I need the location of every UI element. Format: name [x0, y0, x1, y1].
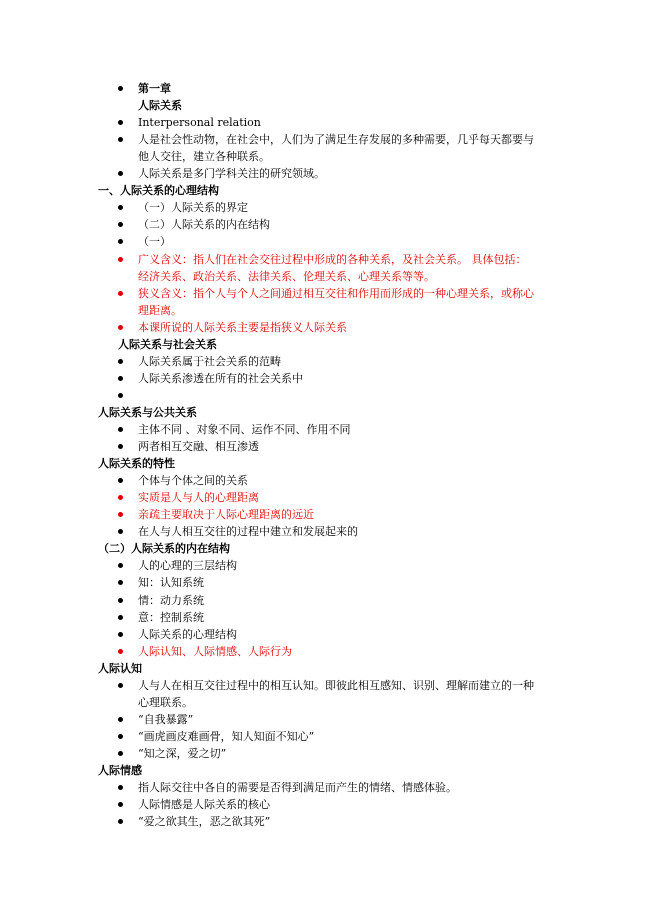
line-text: 经济关系、政治关系、法律关系、伦理关系、心理关系等等。 — [138, 269, 435, 283]
line-text: 实质是人与人的心理距离 — [138, 491, 259, 505]
bullet-icon — [118, 802, 123, 807]
line-text: “爱之欲其生，恶之欲其死” — [138, 815, 271, 829]
line-text: 人际关系 — [138, 99, 182, 113]
bullet-icon — [118, 86, 123, 91]
bullet-icon — [118, 529, 123, 534]
line-text: 人与人在相互交往过程中的相互认知。即彼此相互感知、识别、理解而建立的一种 — [138, 678, 534, 692]
section-heading: 人际关系与公共关系 — [98, 405, 197, 419]
line-text: 本课所说的人际关系主要是指狭义人际关系 — [138, 320, 347, 334]
section-heading: 人际情感 — [98, 764, 142, 777]
section-heading: 人际关系与社会关系 — [118, 337, 217, 351]
line-text: “知之深，爱之切” — [138, 746, 227, 760]
bullet-icon — [118, 478, 123, 483]
line-text: （二）人际关系的内在结构 — [138, 218, 270, 232]
section-heading: 人际关系的特性 — [98, 457, 175, 471]
line-text: 个体与个体之间的关系 — [138, 474, 248, 488]
line-text: 人际情感是人际关系的核心 — [138, 798, 270, 812]
bullet-icon — [118, 580, 123, 585]
line-text: 人际认知、人际情感、人际行为 — [138, 644, 292, 658]
line-text: 指人际交往中各自的需要是否得到满足而产生的情绪、情感体验。 — [138, 781, 457, 795]
line-text: 意：控制系统 — [138, 610, 204, 624]
section-heading: 人际认知 — [98, 661, 142, 675]
line-text: 情：动力系统 — [138, 593, 204, 607]
section-heading: （二）人际关系的内在结构 — [98, 542, 230, 556]
bullet-icon — [118, 598, 123, 603]
line-text: 第一章 — [138, 82, 171, 95]
line-text: “自我暴露” — [138, 712, 194, 726]
bullet-icon — [118, 393, 123, 398]
bullet-icon — [118, 120, 123, 125]
bullet-icon — [118, 717, 123, 722]
bullet-icon — [118, 171, 123, 176]
line-text: 主体不同 、对象不同、运作不同、作用不同 — [138, 423, 351, 436]
bullet-icon — [118, 291, 123, 296]
line-text: 理距离。 — [138, 303, 182, 317]
line-text: 在人与人相互交往的过程中建立和发展起来的 — [138, 525, 358, 539]
line-text: 他人交往，建立各种联系。 — [138, 150, 270, 164]
bullet-icon — [118, 632, 123, 637]
bullet-icon — [118, 222, 123, 227]
bullet-icon — [118, 325, 123, 330]
bullet-icon — [118, 563, 123, 568]
bullet-icon — [118, 427, 123, 432]
line-text: 人际关系属于社会关系的范畴 — [138, 354, 281, 368]
line-text: 知：认知系统 — [138, 576, 204, 590]
bullet-icon — [118, 359, 123, 364]
bullet-icon — [118, 376, 123, 381]
bullet-icon — [118, 751, 123, 756]
bullet-icon — [118, 137, 123, 142]
section-heading: 一、人际关系的心理结构 — [98, 184, 219, 198]
bullet-icon — [118, 683, 123, 688]
bullet-icon — [118, 257, 123, 262]
bullet-icon — [118, 785, 123, 790]
bullet-icon — [118, 239, 123, 244]
bullet-icon — [118, 444, 123, 449]
bullet-icon — [118, 205, 123, 210]
line-text: 人际关系是多门学科关注的研究领域。 — [138, 167, 325, 181]
line-text: （一） — [138, 235, 171, 249]
bullet-icon — [118, 615, 123, 620]
line-text: （一）人际关系的界定 — [138, 201, 248, 215]
line-text: “画虎画皮难画骨，知人知面不知心” — [138, 729, 315, 743]
bullet-icon — [118, 734, 123, 739]
bullet-icon — [118, 819, 123, 824]
line-text: 狭义含义：指个人与个人之间通过相互交往和作用而形成的一种心理关系，或称心 — [138, 286, 534, 300]
line-text: 亲疏主要取决于人际心理距离的远近 — [138, 508, 314, 522]
line-text: 心理联系。 — [138, 695, 193, 709]
bullet-icon — [118, 512, 123, 517]
line-text: 人的心理的三层结构 — [138, 559, 237, 573]
line-text: 人是社会性动物，在社会中，人们为了满足生存发展的多种需要，几乎每天都要与 — [138, 133, 534, 147]
bullet-icon — [118, 649, 123, 654]
bullet-icon — [118, 495, 123, 500]
line-text: 人际关系渗透在所有的社会关系中 — [138, 371, 303, 385]
line-text: Interpersonal relation — [138, 116, 261, 130]
line-text: 人际关系的心理结构 — [138, 627, 237, 641]
line-text: 广义含义：指人们在社会交往过程中形成的各种关系，及社会关系。 具体包括： — [138, 252, 527, 266]
line-text: 两者相互交融、相互渗透 — [138, 440, 259, 454]
